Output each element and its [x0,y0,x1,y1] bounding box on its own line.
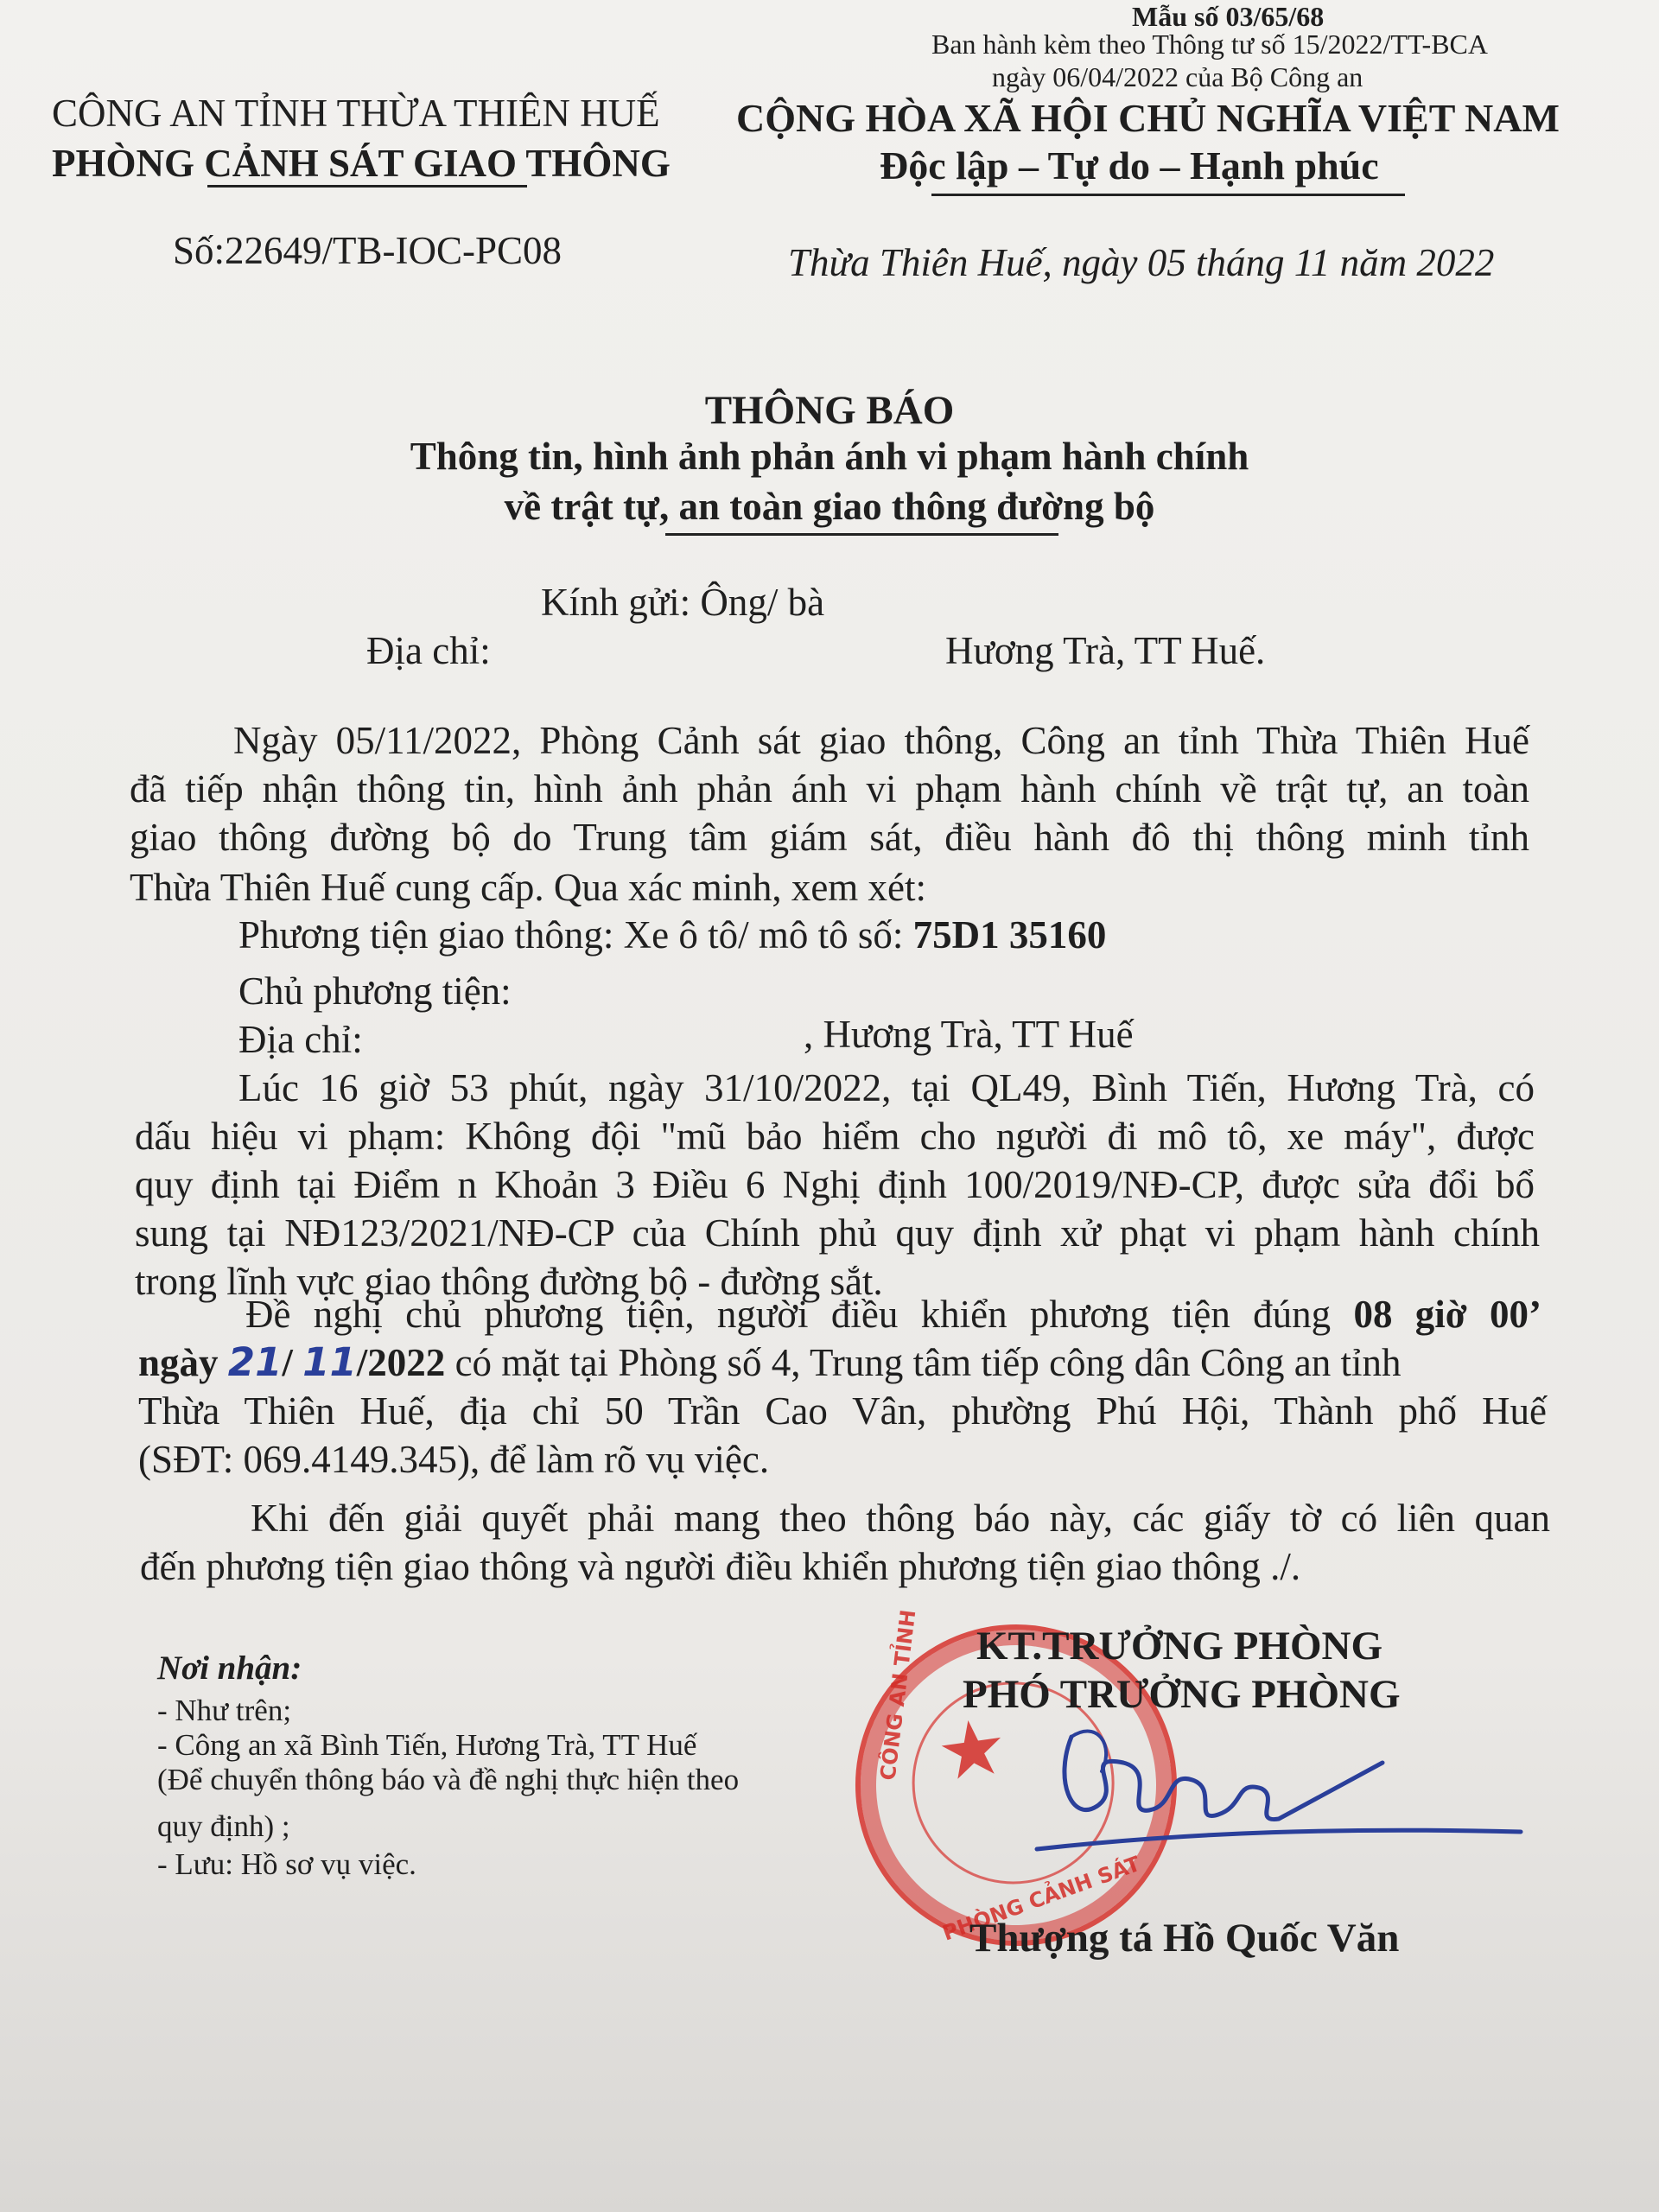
agency-parent: CÔNG AN TỈNH THỪA THIÊN HUẾ [52,92,660,135]
appointment-ngay-label: ngày [138,1341,228,1384]
form-number: Mẫu số 03/65/68 [1132,1,1325,32]
paragraph-2-line-4: sung tại NĐ123/2021/NĐ-CP của Chính phủ quy định xử phạt vi phạm hành chính [135,1211,1540,1255]
country-name: CỘNG HÒA XÃ HỘI CHỦ NGHĨA VIỆT NAM [736,96,1560,140]
form-issued-date: ngày 06/04/2022 của Bộ Công an [992,61,1363,92]
doc-number: Số:22649/TB-IOC-PC08 [173,229,563,272]
paragraph-2-line-1: Lúc 16 giờ 53 phút, ngày 31/10/2022, tại QL49, Bình Tiến, Hương Trà, có [238,1066,1535,1109]
appointment-month-handwritten: 11 [302,1339,357,1385]
form-issued-with: Ban hành kèm theo Thông tư số 15/2022/TT-BCA [931,29,1488,60]
notice-title: THÔNG BÁO [704,388,955,433]
signer-name: Thượng tá Hồ Quốc Văn [969,1916,1400,1961]
paragraph-1-line-4: Thừa Thiên Huế cung cấp. Qua xác minh, xem xét: [130,866,927,909]
paragraph-2-line-2: dấu hiệu vi phạm: Không đội "mũ bảo hiểm cho người đi mô tô, xe máy", được [135,1115,1535,1158]
vehicle-plate: 75D1 35160 [912,913,1107,957]
agency-unit: PHÒNG CẢNH SÁT GIAO THÔNG [52,142,671,185]
place-date: Thừa Thiên Huế, ngày 05 tháng 11 năm 2022 [788,241,1495,284]
vehicle-line [238,912,1106,958]
title-underline [665,533,1058,536]
paragraph-2-line-5: trong lĩnh vực giao thông đường bộ - đường sắt. [135,1260,883,1303]
paragraph-3-intro: Đề nghị chủ phương tiện, người điều khiển phương tiện đúng [245,1293,1354,1336]
seal-text-top: CÔNG AN TỈNH [875,1608,921,1782]
signature-title-1: KT.TRƯỞNG PHÒNG [976,1624,1382,1669]
appointment-location: có mặt tại Phòng số 4, Trung tâm tiếp công dân Công an tỉnh [445,1341,1402,1384]
recipient-address-label: Địa chỉ: [366,629,491,672]
paragraph-1-line-1: Ngày 05/11/2022, Phòng Cảnh sát giao thông, Công an tỉnh Thừa Thiên Huế [233,719,1529,762]
recipients-item-2: - Công an xã Bình Tiến, Hương Trà, TT Huế [157,1728,697,1762]
appointment-year: /2022 [356,1341,446,1384]
vehicle-label: Phương tiện giao thông: Xe ô tô/ mô tô số: [238,913,913,957]
paragraph-3-line-4: (SĐT: 069.4149.345), để làm rõ vụ việc. [138,1438,770,1481]
paragraph-3-line-1 [245,1291,1541,1338]
appointment-day-handwritten: 21 [227,1339,283,1385]
handwritten-signature [1020,1711,1538,1884]
recipients-item-4: quy định) ; [157,1809,290,1843]
salutation: Kính gửi: Ông/ bà [541,581,825,624]
recipients-title: Nơi nhận: [157,1649,302,1687]
recipients-item-3: (Để chuyển thông báo và đề nghị thực hiện theo [157,1763,740,1796]
paragraph-4-line-1: Khi đến giải quyết phải mang theo thông báo này, các giấy tờ có liên quan [251,1497,1550,1540]
notice-subtitle-2: về trật tự, an toàn giao thông đường bộ [504,485,1155,528]
paragraph-3-line-3: Thừa Thiên Huế, địa chỉ 50 Trần Cao Vân, phường Phú Hội, Thành phố Huế [138,1389,1547,1433]
paragraph-3-line-2 [138,1339,1402,1386]
paragraph-4-line-2: đến phương tiện giao thông và người điều khiển phương tiện giao thông ./. [140,1545,1301,1588]
seal-text-bottom: PHÒNG CẢNH SÁT [939,1851,1144,1946]
seal-star-icon: ★ [931,1700,1014,1800]
paragraph-1-line-3: giao thông đường bộ do Trung tâm giám sát, điều hành đô thị thông minh tỉnh [130,816,1529,859]
appointment-time: 08 giờ 00’ [1353,1293,1541,1336]
appointment-date-sep: / [282,1341,303,1384]
agency-underline [207,185,527,188]
paragraph-1-line-2: đã tiếp nhận thông tin, hình ảnh phản ánh vi phạm hành chính về trật tự, an toàn [130,767,1529,810]
recipient-address-value: Hương Trà, TT Huế. [945,629,1266,672]
owner-label: Chủ phương tiện: [238,969,512,1013]
recipients-item-1: - Như trên; [157,1694,292,1727]
notice-subtitle-1: Thông tin, hình ảnh phản ánh vi phạm hành chính [410,435,1249,478]
owner-address-label: Địa chỉ: [238,1018,363,1061]
signature-title-2: PHÓ TRƯỞNG PHÒNG [963,1672,1401,1717]
motto-underline [931,194,1405,196]
paragraph-2-line-3: quy định tại Điểm n Khoản 3 Điều 6 Nghị định 100/2019/NĐ-CP, được sửa đổi bổ [135,1163,1535,1206]
owner-address-value: , Hương Trà, TT Huế [804,1013,1134,1056]
national-motto: Độc lập – Tự do – Hạnh phúc [880,143,1379,188]
recipients-item-5: - Lưu: Hồ sơ vụ việc. [157,1847,416,1881]
